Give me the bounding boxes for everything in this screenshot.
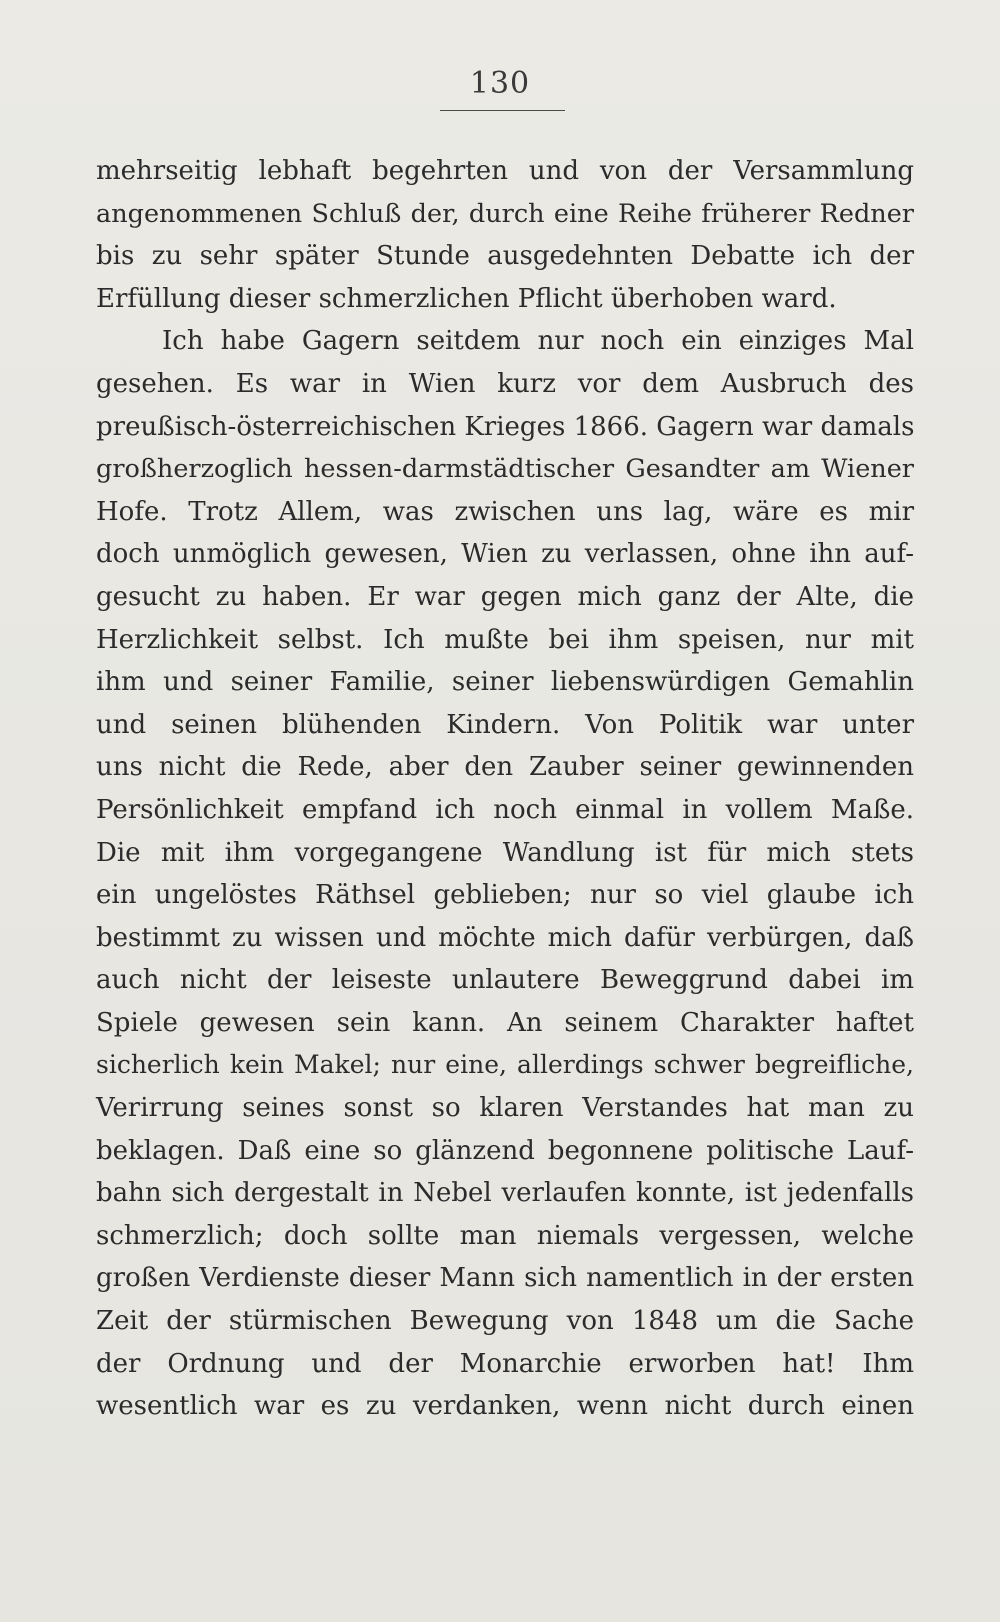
header-rule: [440, 110, 565, 111]
text-line: bahn sich dergestalt in Nebel verlaufen konnte, ist jedenfalls: [96, 1178, 914, 1209]
text-line: bis zu sehr später Stunde ausgedehnten Debatte ich der: [96, 241, 914, 272]
text-line: Erfüllung dieser schmerzlichen Pflicht überhoben ward.: [96, 283, 837, 314]
text-line: der Ordnung und der Monarchie erworben hat! Ihm: [96, 1348, 914, 1379]
text-line: beklagen. Daß eine so glänzend begonnene politische Lauf-: [96, 1135, 914, 1166]
text-line: Spiele gewesen sein kann. An seinem Charakter haftet: [96, 1007, 914, 1038]
text-line: gesehen. Es war in Wien kurz vor dem Ausbruch des: [96, 368, 914, 399]
text-line: angenommenen Schluß der, durch eine Reihe früherer Redner: [96, 198, 914, 229]
text-line: sicherlich kein Makel; nur eine, allerdings schwer begreifliche,: [96, 1050, 914, 1080]
text-line: Verirrung seines sonst so klaren Verstandes hat man zu: [96, 1093, 914, 1124]
body-text: [96, 150, 914, 1428]
text-line: Hofe. Trotz Allem, was zwischen uns lag, wäre es mir: [96, 496, 914, 527]
text-line: schmerzlich; doch sollte man niemals vergessen, welche: [96, 1220, 914, 1251]
text-line: Die mit ihm vorgegangene Wandlung ist für mich stets: [96, 837, 914, 868]
text-line: preußisch-österreichischen Krieges 1866. Gagern war damals: [96, 411, 915, 442]
text-line: und seinen blühenden Kindern. Von Politik war unter: [96, 709, 914, 740]
text-line: bestimmt zu wissen und möchte mich dafür verbürgen, daß: [96, 922, 914, 953]
text-line: großen Verdienste dieser Mann sich namentlich in der ersten: [96, 1263, 914, 1294]
paragraph-start-line: Ich habe Gagern seitdem nur noch ein einziges Mal: [162, 326, 914, 357]
text-line: mehrseitig lebhaft begehrten und von der Versammlung: [96, 156, 914, 186]
text-line: Zeit der stürmischen Bewegung von 1848 um die Sache: [96, 1306, 914, 1337]
text-line: wesentlich war es zu verdanken, wenn nicht durch einen: [96, 1391, 914, 1422]
text-line: doch unmöglich gewesen, Wien zu verlassen, ohne ihn auf-: [96, 539, 914, 570]
text-line: Persönlichkeit empfand ich noch einmal in vollem Maße.: [96, 794, 914, 825]
page-number: 130: [469, 66, 531, 101]
text-line: ihm und seiner Familie, seiner liebenswürdigen Gemahlin: [96, 667, 914, 698]
text-line: gesucht zu haben. Er war gegen mich ganz der Alte, die: [96, 581, 914, 612]
text-line: Herzlichkeit selbst. Ich mußte bei ihm speisen, nur mit: [96, 624, 914, 655]
text-line: auch nicht der leiseste unlautere Beweggrund dabei im: [96, 965, 914, 996]
text-line: ein ungelöstes Räthsel geblieben; nur so viel glaube ich: [96, 880, 914, 911]
text-line: uns nicht die Rede, aber den Zauber seiner gewinnenden: [96, 752, 914, 783]
text-line: großherzoglich hessen-darmstädtischer Gesandter am Wiener: [96, 454, 914, 485]
